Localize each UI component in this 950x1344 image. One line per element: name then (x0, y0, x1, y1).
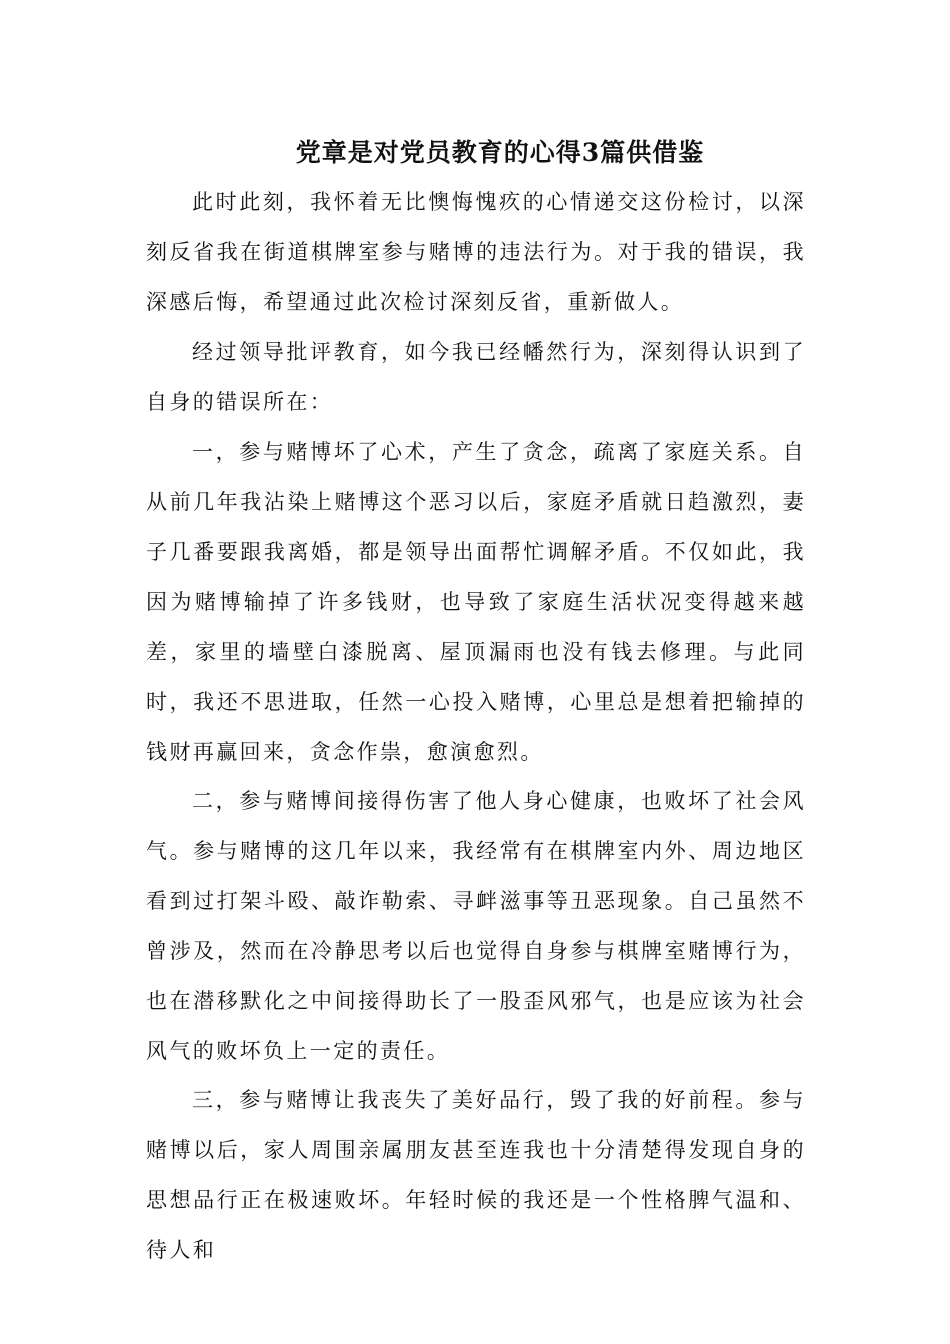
document-title: 党章是对党员教育的心得3篇供借鉴 (295, 138, 705, 167)
paragraph-2: 经过领导批评教育，如今我已经幡然行为，深刻得认识到了自身的错误所在： (146, 340, 806, 414)
paragraph-4: 二，参与赌博间接得伤害了他人身心健康，也败坏了社会风气。参与赌博的这几年以来，我经常有在棋牌室内外、周边地区看到过打架斗殴、敲诈勒索、寻衅滋事等丑恶现象。自己虽然不曾涉及，然而在冷静思考以后也觉得自身参与棋牌室赌博行为，也在潜移默化之中间接得助长了一股歪风邪气，也是应该为社会风气的败坏负上一定的责任。 (146, 789, 806, 1063)
paragraph-1: 此时此刻，我怀着无比懊悔愧疚的心情递交这份检讨，以深刻反省我在街道棋牌室参与赌博的违法行为。对于我的错误，我深感后悔，希望通过此次检讨深刻反省，重新做人。 (146, 190, 806, 314)
paragraph-3: 一，参与赌博坏了心术，产生了贪念，疏离了家庭关系。自从前几年我沾染上赌博这个恶习以后，家庭矛盾就日趋激烈，妻子几番要跟我离婚，都是领导出面帮忙调解矛盾。不仅如此，我因为赌博输掉了许多钱财，也导致了家庭生活状况变得越来越差，家里的墙壁白漆脱离、屋顶漏雨也没有钱去修理。与此同时，我还不思进取，任然一心投入赌博，心里总是想着把输掉的钱财再赢回来，贪念作祟，愈演愈烈。 (146, 440, 806, 764)
paragraph-5: 三，参与赌博让我丧失了美好品行，毁了我的好前程。参与赌博以后，家人周围亲属朋友甚至连我也十分清楚得发现自身的思想品行正在极速败坏。年轻时候的我还是一个性格脾气温和、待人和 (146, 1088, 806, 1262)
